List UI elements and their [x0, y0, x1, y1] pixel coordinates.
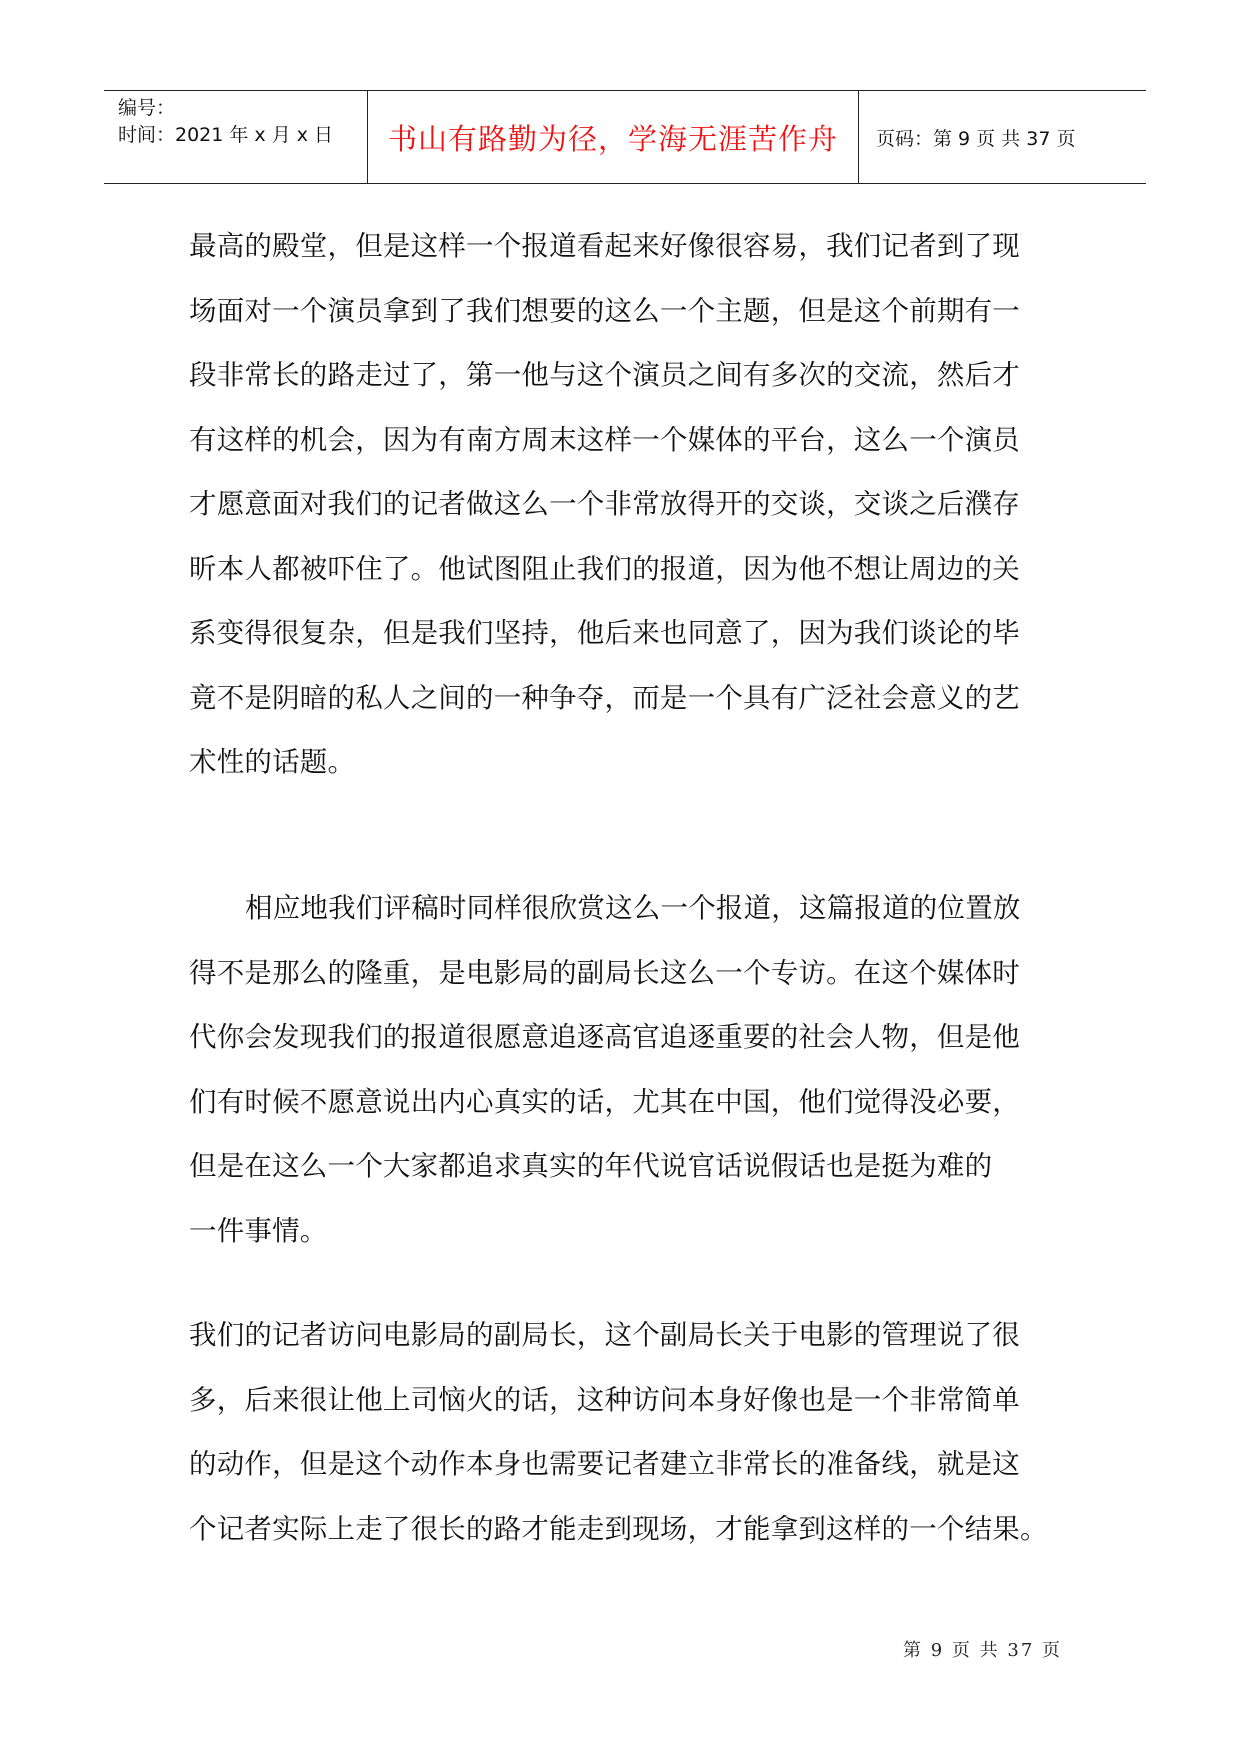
- header-page-cell: [858, 91, 1146, 183]
- header-page-label: 页码：第 9 页 共 37 页: [876, 127, 1076, 150]
- text-line: 才愿意面对我们的记者做这么一个非常放得开的交谈，交谈之后濮存: [189, 488, 1020, 520]
- text-line: 得不是那么的隆重，是电影局的副局长这么一个专访。在这个媒体时: [189, 956, 1020, 989]
- paragraph-1: [189, 214, 1069, 795]
- text-line: 系变得很复杂，但是我们坚持，他后来也同意了，因为我们谈论的毕: [189, 617, 1020, 649]
- header-motto-cell: [368, 91, 859, 183]
- text-line: 竟不是阴暗的私人之间的一种争夺，而是一个具有广泛社会意义的艺: [189, 681, 1020, 714]
- header-meta-cell: [104, 91, 368, 183]
- text-line: 们有时候不愿意说出内心真实的话，尤其在中国，他们觉得没必要，: [189, 1085, 1020, 1118]
- paragraph-3: [189, 1303, 1069, 1561]
- page-footer: [0, 1636, 1062, 1662]
- text-line: 代你会发现我们的报道很愿意追逐高官追逐重要的社会人物，但是他: [189, 1021, 1020, 1053]
- date-label: 时间：2021 年 x 月 x 日: [118, 124, 334, 146]
- text-line: 一件事情。: [189, 1214, 328, 1247]
- text-line: 最高的殿堂，但是这样一个报道看起来好像很容易，我们记者到了现: [189, 230, 1020, 262]
- text-line: 个记者实际上走了很长的路才能走到现场，才能拿到这样的一个结果。: [189, 1512, 1048, 1545]
- text-line: 相应地我们评稿时同样很欣赏这么一个报道，这篇报道的位置放: [245, 892, 1021, 924]
- serial-number-label: 编号：: [118, 97, 176, 119]
- document-header: [104, 90, 1146, 184]
- text-line: 昕本人都被吓住了。他试图阻止我们的报道，因为他不想让周边的关: [189, 552, 1020, 585]
- text-line: 有这样的机会，因为有南方周末这样一个媒体的平台，这么一个演员: [189, 423, 1020, 456]
- paragraph-2: [189, 876, 1069, 1263]
- text-line: 多，后来很让他上司恼火的话，这种访问本身好像也是一个非常简单: [189, 1383, 1020, 1416]
- text-line: 但是在这么一个大家都追求真实的年代说官话说假话也是挺为难的: [189, 1150, 993, 1182]
- footer-page-number: 第 9 页 共 37 页: [903, 1640, 1062, 1661]
- text-line: 我们的记者访问电影局的副局长，这个副局长关于电影的管理说了很: [189, 1319, 1020, 1351]
- text-line: 的动作，但是这个动作本身也需要记者建立非常长的准备线，就是这: [189, 1448, 1020, 1480]
- motto-text: 书山有路勤为径，学海无涯苦作舟: [387, 121, 838, 156]
- text-line: 段非常长的路走过了，第一他与这个演员之间有多次的交流，然后才: [189, 359, 1020, 391]
- text-line: 场面对一个演员拿到了我们想要的这么一个主题，但是这个前期有一: [189, 294, 1020, 327]
- text-line: 术性的话题。: [189, 746, 356, 778]
